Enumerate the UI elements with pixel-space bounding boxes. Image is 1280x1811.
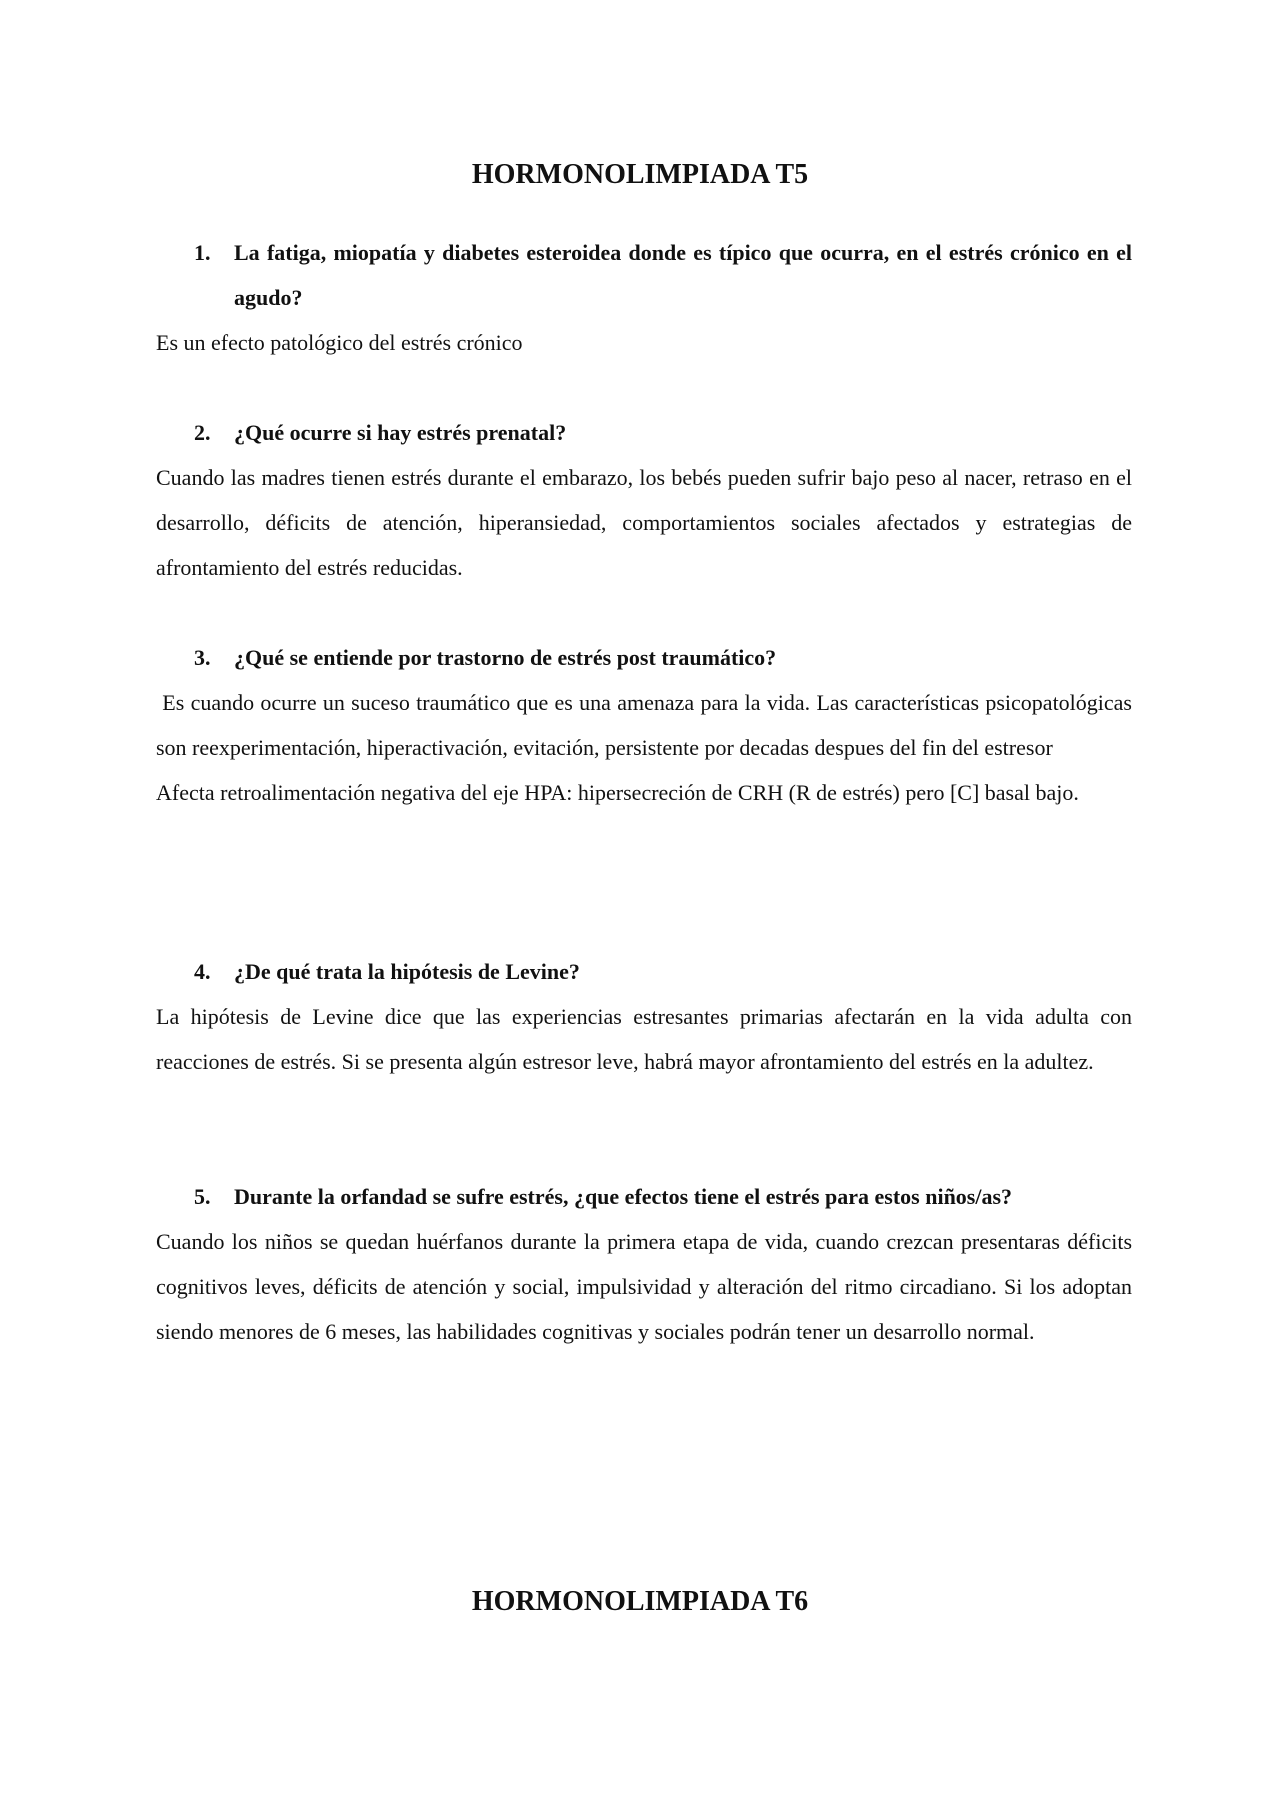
answer-5: Cuando los niños se quedan huérfanos durante la primera etapa de vida, cuando crezcan presentaras déficits cognitivos leves, déficits de atención y social, impulsividad y alteración del ritmo circadiano. Si los adoptan siendo menores de 6 meses, las habilidades cognitivas y sociales podrán tener un desarrollo normal. bbox=[156, 1229, 1132, 1344]
question-number: 5. bbox=[194, 1184, 211, 1209]
question-2 bbox=[156, 410, 1132, 455]
question-number: 3. bbox=[194, 645, 211, 670]
question-text: ¿Qué se entiende por trastorno de estrés post traumático? bbox=[234, 645, 777, 670]
answer-4: La hipótesis de Levine dice que las experiencias estresantes primarias afectarán en la vida adulta con reacciones de estrés. Si se presenta algún estresor leve, habrá mayor afrontamiento del estrés en la adultez. bbox=[156, 1004, 1132, 1074]
question-text: ¿Qué ocurre si hay estrés prenatal? bbox=[234, 420, 567, 445]
answer-3-paragraph-1: Es cuando ocurre un suceso traumático que es una amenaza para la vida. Las características psicopatológicas son reexperimentación, hiperactivación, evitación, persistente por decadas despues del fin del estresor bbox=[156, 690, 1138, 760]
question-block-4 bbox=[156, 949, 1132, 1084]
page-title: HORMONOLIMPIADA T5 bbox=[471, 159, 809, 190]
answer-3-paragraph-2: Afecta retroalimentación negativa del eje HPA: hipersecreción de CRH (R de estrés) pero [C] basal bajo. bbox=[156, 780, 1079, 805]
question-5 bbox=[156, 1174, 1132, 1219]
answer-2: Cuando las madres tienen estrés durante el embarazo, los bebés pueden sufrir bajo peso al nacer, retraso en el desarrollo, déficits de atención, hiperansiedad, comportamientos sociales afectados y estrategias de afrontamiento del estrés reducidas. bbox=[156, 465, 1132, 580]
question-text: Durante la orfandad se sufre estrés, ¿que efectos tiene el estrés para estos niños/as? bbox=[234, 1184, 1013, 1209]
next-section-title: HORMONOLIMPIADA T6 bbox=[471, 1586, 809, 1617]
question-3 bbox=[156, 635, 1132, 680]
question-text: La fatiga, miopatía y diabetes esteroidea donde es típico que ocurra, en el estrés crónico en el agudo? bbox=[234, 240, 1132, 310]
question-4 bbox=[156, 949, 1132, 994]
question-number: 4. bbox=[194, 959, 211, 984]
question-number: 1. bbox=[194, 240, 211, 265]
answer-1: Es un efecto patológico del estrés crónico bbox=[156, 330, 523, 355]
question-block-5 bbox=[156, 1174, 1132, 1354]
question-block-2 bbox=[156, 410, 1132, 590]
question-number: 2. bbox=[194, 420, 211, 445]
question-text: ¿De qué trata la hipótesis de Levine? bbox=[234, 959, 580, 984]
question-1 bbox=[156, 230, 1132, 320]
question-block-1 bbox=[156, 230, 1132, 365]
question-block-3 bbox=[156, 635, 1138, 815]
